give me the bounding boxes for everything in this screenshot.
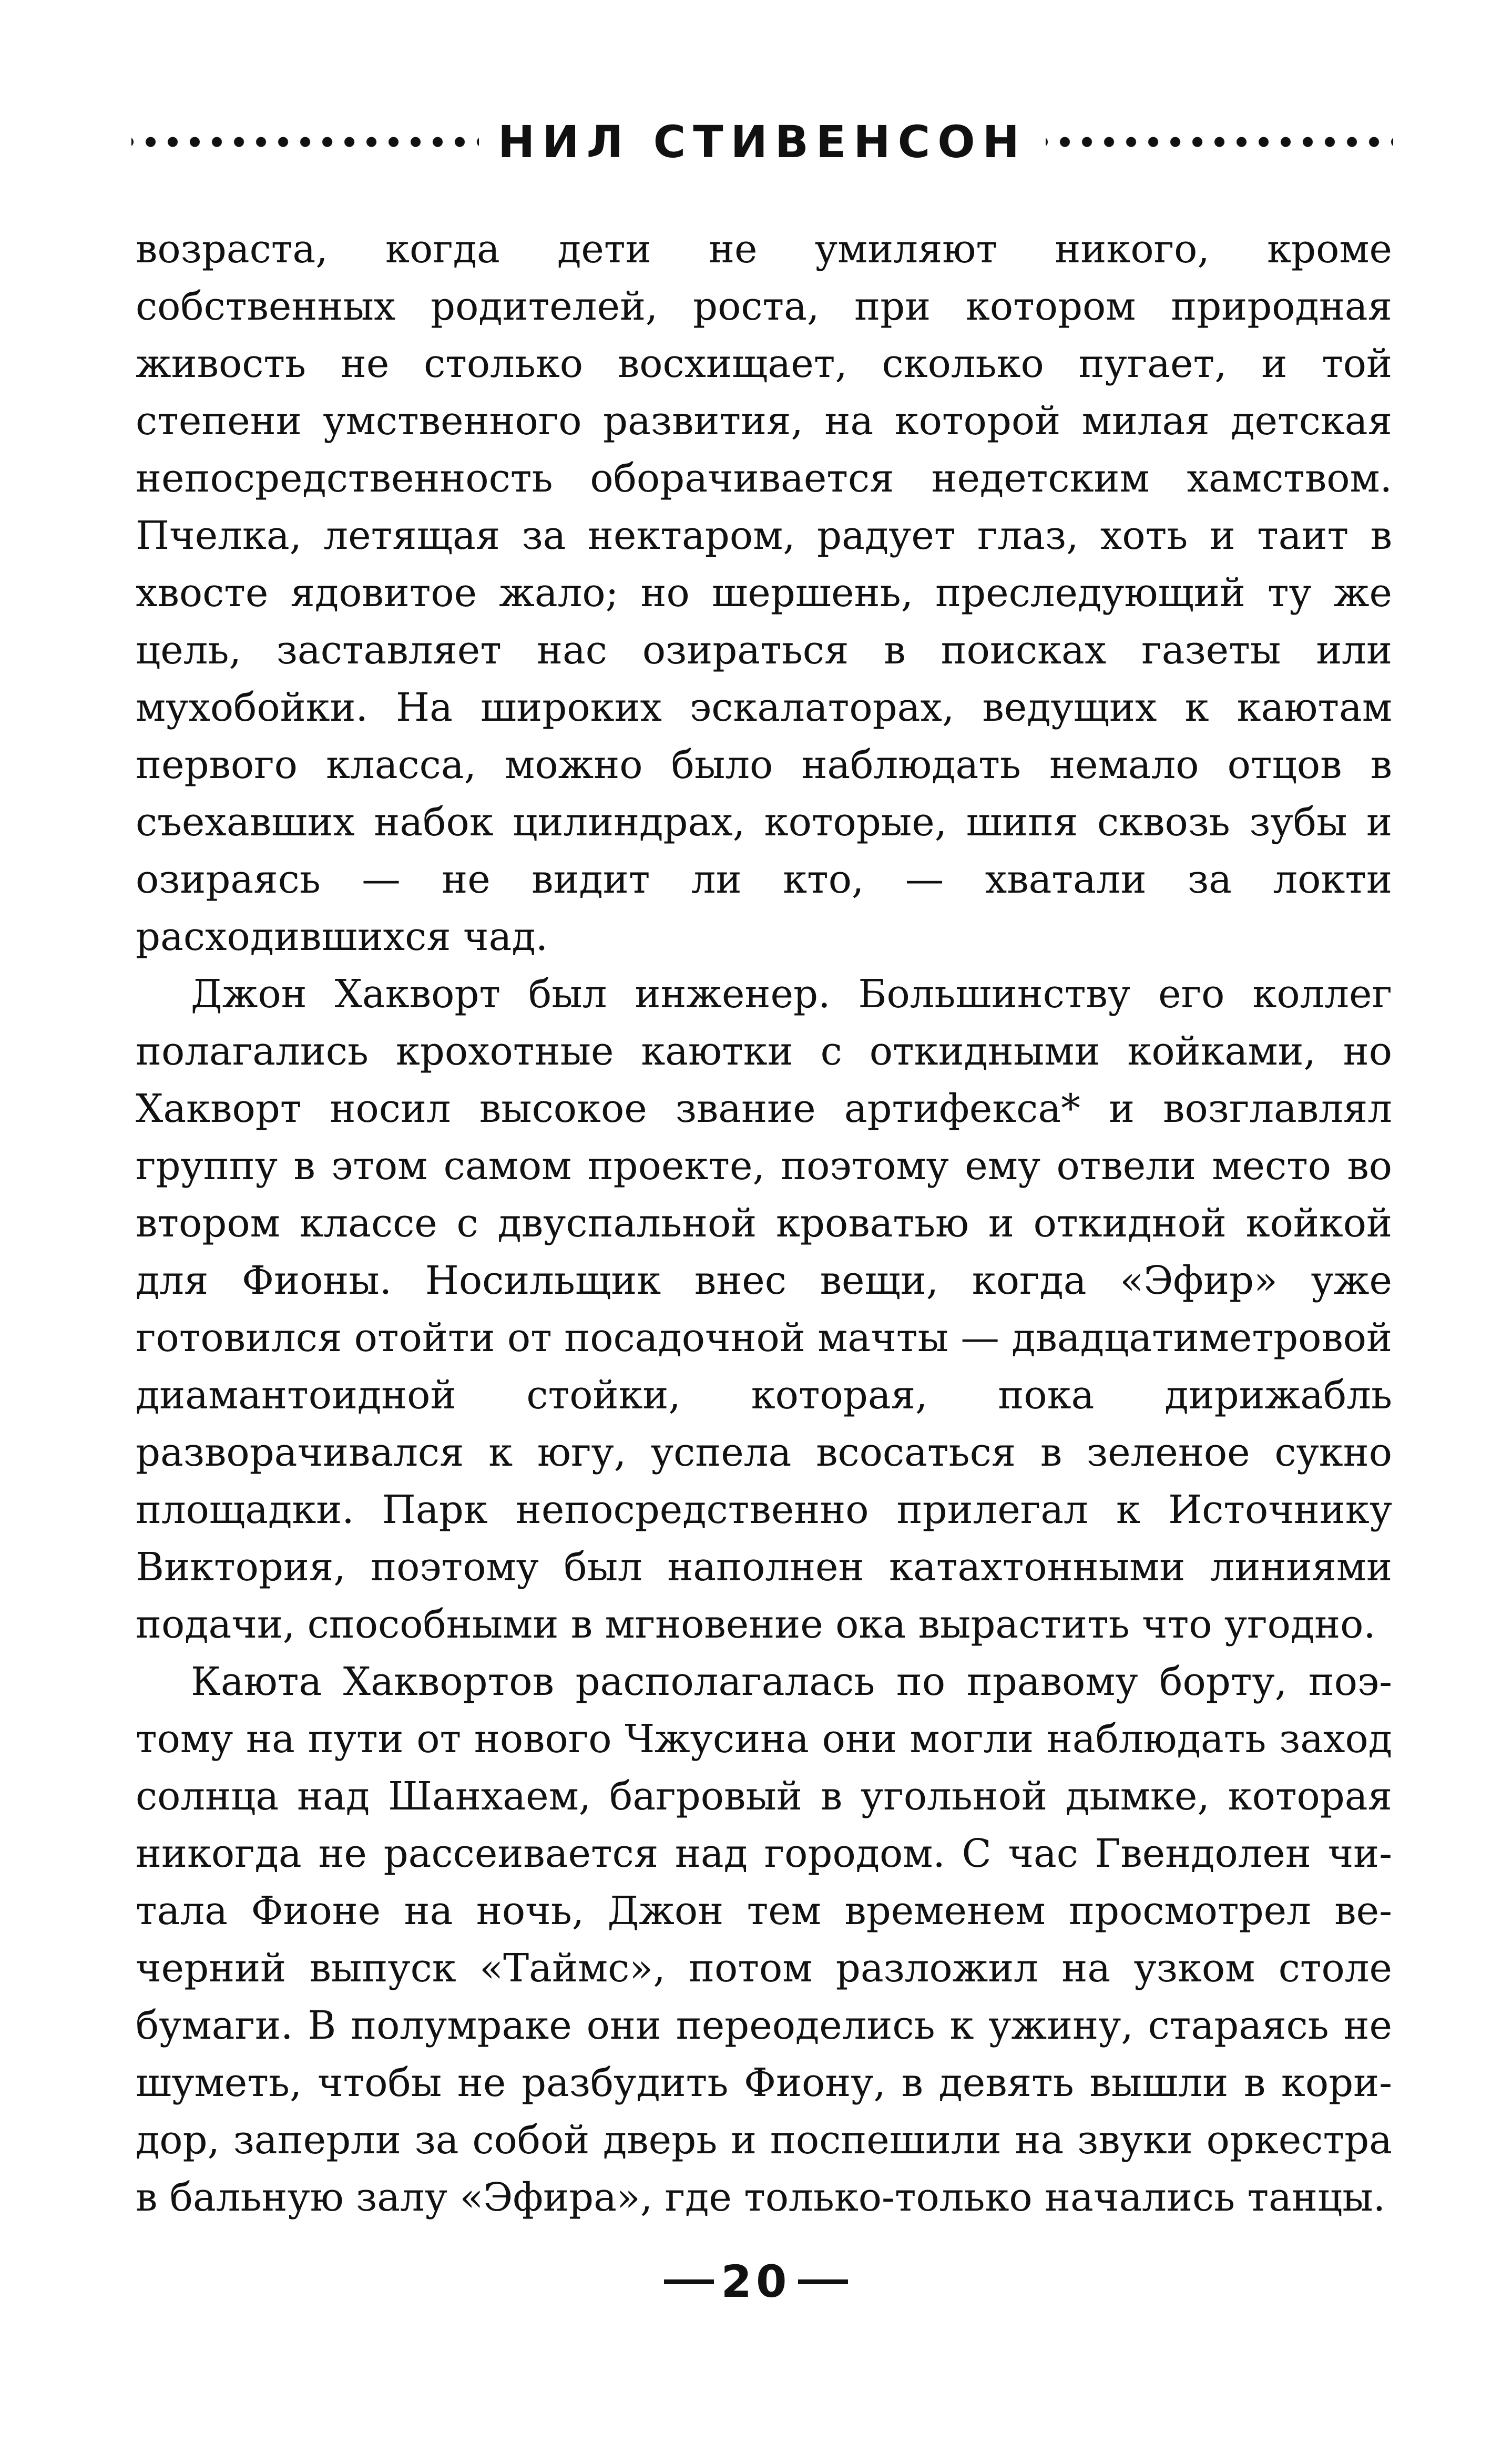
folio-dash-right bbox=[798, 2279, 848, 2284]
header-dots-left bbox=[131, 136, 479, 148]
paragraph-3: Каюта Хаквортов располагалась по правому борту, поэтому на пути от нового Чжусина они могли наблюдать заход солнца над Шанхаем, багровый в угольной дымке, которая никогда не рассеивается над городом. С час Гвендолен читала Фионе на ночь, Джон тем временем просмотрел вечерний выпуск «Таймс», потом разложил на узком столе бумаги. В полумраке они переоделись к ужину, стараясь не шуметь, чтобы не разбудить Фиону, в девять вышли в коридор, заперли за собой дверь и поспешили на звуки оркестра в бальную залу «Эфира», где только-только начались танцы. bbox=[136, 1660, 1392, 2220]
running-header bbox=[131, 110, 1393, 173]
paragraph-1: возраста, когда дети не умиляют никого, кроме собственных родителей, роста, при котором природная живость не столько восхищает, сколько пугает, и той степени умственного развития, на которой милая детская непосредственность оборачивается недетским хамством. Пчелка, летящая за нектаром, радует глаз, хоть и таит в хвосте ядовитое жало; но шершень, преследующий ту же цель, заставляет нас озираться в поисках газеты или мухобойки. На широких эскалаторах, ведущих к каютам первого класса, можно было наблюдать немало отцов в съехавших набок цилиндрах, которые, шипя сквозь зубы и озираясь — не видит ли кто, — хватали за локти расходившихся чад. bbox=[136, 227, 1392, 959]
header-author-name: НИЛ СТИВЕНСОН bbox=[498, 116, 1027, 168]
body-text bbox=[136, 221, 1392, 2226]
page-number-footer bbox=[0, 2253, 1512, 2310]
paragraph-2: Джон Хакворт был инженер. Большинству его коллег полагались крохотные каютки с откидными койками, но Хакворт носил высокое звание артифекса* и возглавлял группу в этом самом проекте, поэтому ему отвели место во втором классе с двуспальной кроватью и откидной койкой для Фионы. Носильщик внес вещи, когда «Эфир» уже готовился отойти от посадочной мачты — двадцатиметровой диамантоидной стойки, которая, пока дирижабль разворачивался к югу, успела всосаться в зеленое сукно площадки. Парк непосредственно прилегал к Источнику Виктория, поэтому был наполнен катахтонными линиями подачи, способными в мгновение ока вырастить что угодно. bbox=[136, 972, 1392, 1647]
folio-dash-left bbox=[664, 2279, 714, 2284]
page-number: 20 bbox=[721, 2256, 791, 2307]
header-dots-right bbox=[1046, 136, 1393, 148]
